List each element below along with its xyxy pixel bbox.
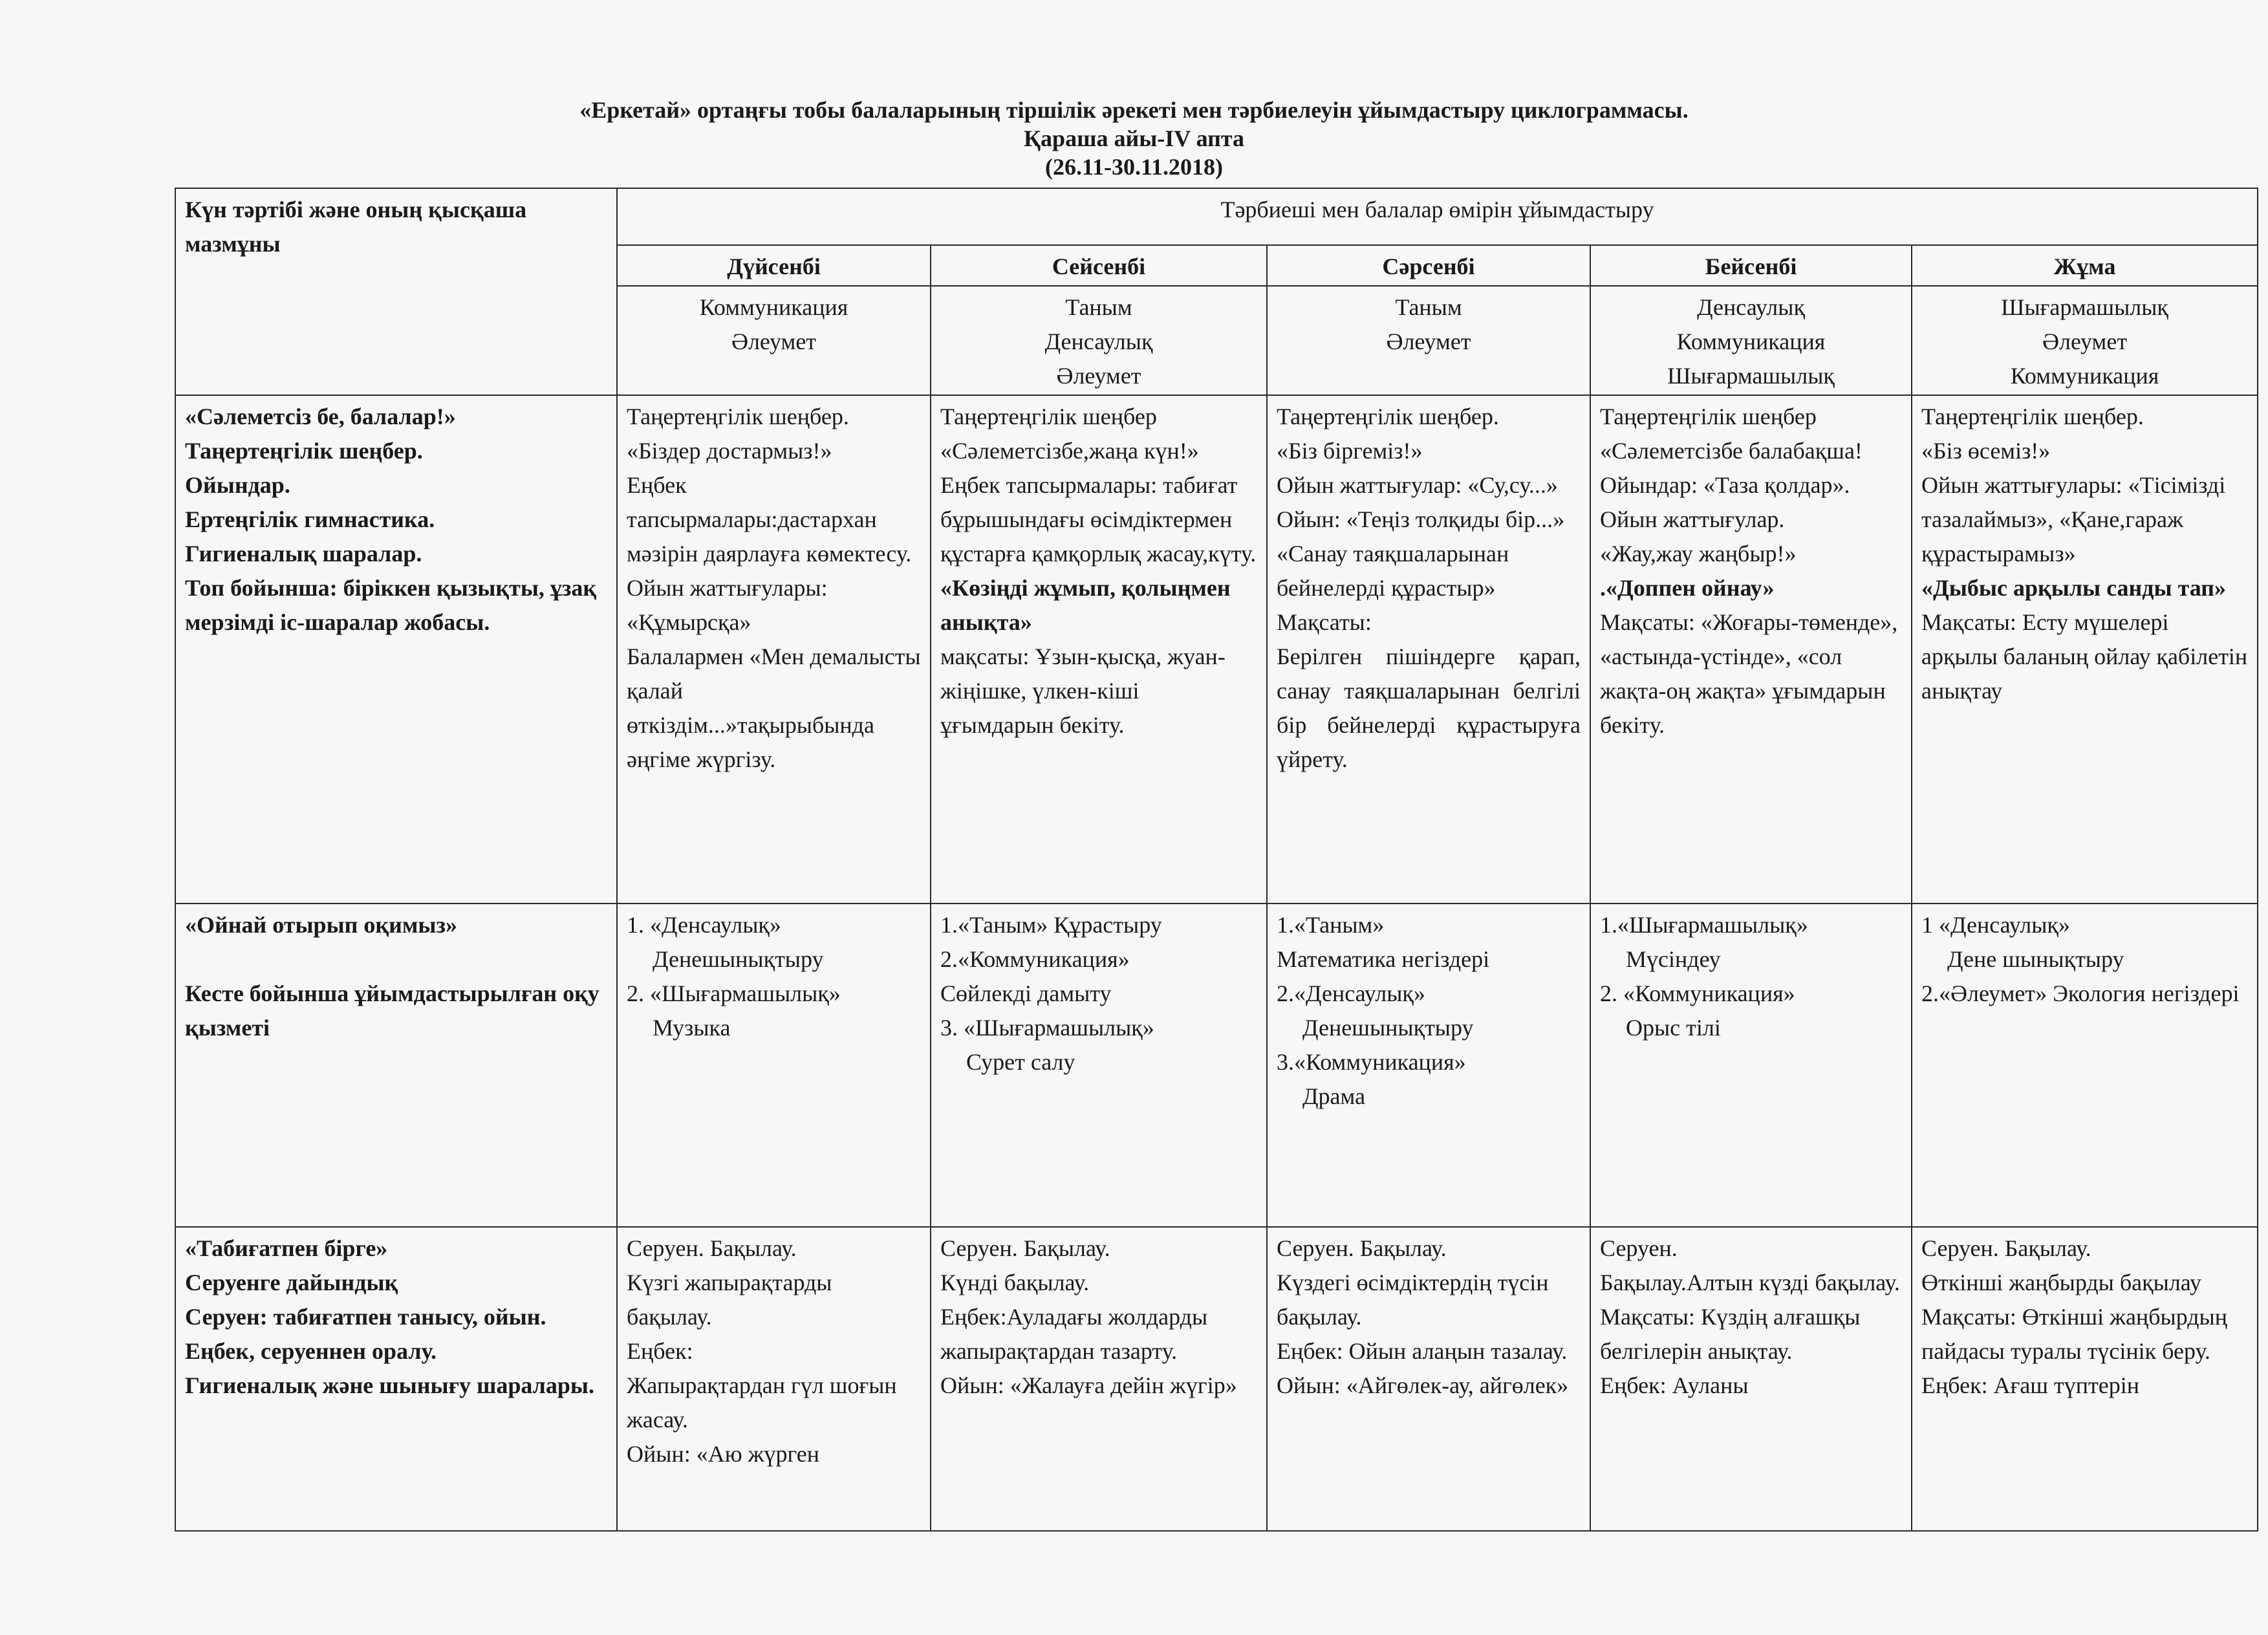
education-area: Әлеумет bbox=[731, 329, 817, 354]
education-areas bbox=[617, 286, 931, 395]
label-line bbox=[185, 942, 607, 977]
activity-line: Денешынықтыру bbox=[1302, 1015, 1474, 1041]
day-header: Сейсенбі bbox=[931, 245, 1267, 286]
activity-cell bbox=[617, 395, 931, 904]
activity-line: Ойын жаттығулары: «Құмырсқа» bbox=[627, 575, 828, 635]
education-areas bbox=[1267, 286, 1590, 395]
activity-line: «Көзіңді жұмып, қолыңмен анықта» bbox=[940, 575, 1231, 635]
activity-line: 1.«Шығармашылық» bbox=[1600, 912, 1808, 938]
activity-cell bbox=[1267, 1227, 1590, 1531]
activity-line: Ойын жаттығулары: «Тісімізді тазалаймыз», «Қане,гараж құрастырамыз» bbox=[1921, 472, 2226, 567]
day-header: Бейсенбі bbox=[1590, 245, 1912, 286]
education-area: Шығармашылық bbox=[2001, 294, 2168, 320]
label-line: Гигиеналық және шынығу шаралары. bbox=[185, 1372, 595, 1398]
activity-line: Еңбек: bbox=[627, 1338, 693, 1364]
activity-line: 1. «Денсаулық» bbox=[627, 912, 781, 938]
title-line-3: (26.11-30.11.2018) bbox=[1045, 154, 1223, 180]
day-header: Жұма bbox=[1912, 245, 2258, 286]
label-line: Кесте бойынша ұйымдастырылған оқу қызметі bbox=[185, 980, 599, 1041]
activity-line: 2. «Коммуникация» bbox=[1600, 980, 1795, 1006]
activity-line: Еңбек:Ауладағы жолдарды жапырақтардан тазарту. bbox=[940, 1304, 1208, 1364]
activity-line: 1.«Таным» bbox=[1277, 912, 1385, 938]
day-header: Сәрсенбі bbox=[1267, 245, 1590, 286]
activity-line: 2.«Әлеумет» Экология негіздері bbox=[1921, 980, 2240, 1006]
label-line: Еңбек, серуеннен оралу. bbox=[185, 1338, 437, 1364]
activity-line: Математика негіздері bbox=[1277, 946, 1490, 972]
activity-line: Ойын жаттығулар: «Су,су...» bbox=[1277, 472, 1558, 498]
activity-line: Денешынықтыру bbox=[653, 946, 824, 972]
activity-line: 1 «Денсаулық» bbox=[1921, 912, 2070, 938]
activity-line: Драма bbox=[1302, 1083, 1366, 1109]
activity-line: Ойын: «Айгөлек-ау, айгөлек» bbox=[1277, 1372, 1569, 1398]
activity-line: Ойын: «Аю жүрген bbox=[627, 1441, 820, 1467]
education-area: Денсаулық bbox=[1697, 294, 1805, 320]
schedule-row-label bbox=[175, 1227, 617, 1531]
label-line: Серуенге дайындық bbox=[185, 1270, 398, 1295]
activity-line: Еңбек: Ағаш түптерін bbox=[1921, 1372, 2140, 1398]
label-line: Ойындар. bbox=[185, 472, 290, 498]
activity-cell bbox=[1912, 395, 2258, 904]
activity-cell bbox=[1590, 1227, 1912, 1531]
schedule-row bbox=[175, 1227, 2258, 1531]
activity-cell bbox=[617, 904, 931, 1227]
schedule-row-label bbox=[175, 395, 617, 904]
label-line: Топ бойынша: біріккен қызықты, ұзақ мерзімді іс-шаралар жобасы. bbox=[185, 575, 597, 635]
activity-line: Таңертеңгілік шеңбер «Сәлеметсізбе,жаңа күн!» bbox=[940, 404, 1199, 464]
activity-line: Таңертеңгілік шеңбер. bbox=[627, 404, 849, 429]
activity-cell bbox=[1912, 1227, 2258, 1531]
activity-line: Серуен. Бақылау. bbox=[940, 1235, 1110, 1261]
activity-line: Мақсаты: Күздің алғашқы белгілерін анықтау. bbox=[1600, 1304, 1861, 1364]
activity-line: 2. «Шығармашылық» bbox=[627, 980, 841, 1006]
activity-line: 1.«Таным» Құрастыру bbox=[940, 912, 1162, 938]
activity-line: «Біздер достармыз!» bbox=[627, 438, 832, 464]
activity-cell bbox=[1590, 395, 1912, 904]
education-area: Коммуникация bbox=[699, 294, 848, 320]
title-line-2: Қараша айы-IV апта bbox=[1023, 125, 1245, 151]
activity-cell bbox=[931, 904, 1267, 1227]
activity-line: Мақсаты: Есту мүшелері арқылы баланың ойлау қабілетін анықтау bbox=[1921, 609, 2248, 704]
activity-line: Ойын: «Теңіз толқиды бір...» bbox=[1277, 506, 1565, 532]
activity-line: Сөйлекді дамыту bbox=[940, 980, 1112, 1006]
activity-line: Таңертеңгілік шеңбер. bbox=[1277, 404, 1499, 429]
activity-line: Күнді бақылау. bbox=[940, 1270, 1090, 1295]
header-row-top bbox=[175, 188, 2258, 245]
activity-line: 2.«Коммуникация» bbox=[940, 946, 1130, 972]
activity-cell bbox=[1267, 395, 1590, 904]
activity-line: 2.«Денсаулық» bbox=[1277, 980, 1425, 1006]
activity-cell bbox=[1590, 904, 1912, 1227]
activity-line: Мүсіндеу bbox=[1626, 946, 1721, 972]
activity-line: Музыка bbox=[653, 1015, 731, 1041]
activity-line: Таңертеңгілік шеңбер «Сәлеметсізбе балабақша! bbox=[1600, 404, 1863, 464]
activity-line: Балалармен «Мен демалысты қалай өткіздім...»тақырыбында әңгіме жүргізу. bbox=[627, 644, 921, 772]
activity-line: Бақылау.Алтын күзді бақылау. bbox=[1600, 1270, 1900, 1295]
activity-line: «Санау таяқшаларынан бейнелерді құрастыр» bbox=[1277, 541, 1509, 601]
corner-header bbox=[175, 188, 617, 395]
education-area: Таным bbox=[1395, 294, 1462, 320]
activity-line: Серуен. Бақылау. bbox=[1921, 1235, 2091, 1261]
label-line: «Ойнай отырып оқимыз» bbox=[185, 912, 457, 938]
activity-line: Өткінші жаңбырды бақылау bbox=[1921, 1270, 2201, 1295]
organization-header: Тәрбиеші мен балалар өмірін ұйымдастыру bbox=[617, 188, 2258, 245]
corner-header-label: Күн тәртібі және оның қысқаша мазмұны bbox=[185, 197, 527, 257]
activity-line: Мақсаты: Өткінші жаңбырдың пайдасы туралы түсінік беру. bbox=[1921, 1304, 2227, 1364]
education-areas bbox=[1912, 286, 2258, 395]
education-area: Әлеумет bbox=[1056, 363, 1141, 389]
label-line: Серуен: табиғатпен танысу, ойын. bbox=[185, 1304, 546, 1330]
activity-line: Серуен. Бақылау. bbox=[627, 1235, 797, 1261]
activity-line: Ойындар: «Таза қолдар». Ойын жаттығулар. bbox=[1600, 472, 1850, 532]
activity-line: Серуен. Бақылау. bbox=[1277, 1235, 1447, 1261]
activity-cell bbox=[1267, 904, 1590, 1227]
activity-line: Мақсаты: bbox=[1277, 609, 1372, 635]
activity-cell bbox=[617, 1227, 931, 1531]
education-area: Таным bbox=[1065, 294, 1132, 320]
title-line-1: «Еркетай» ортаңғы тобы балаларының тіршілік әрекеті мен тәрбиелеуін ұйымдастыру циклограммасы. bbox=[579, 97, 1689, 123]
cyclogram-table bbox=[175, 188, 2258, 1532]
schedule-row bbox=[175, 904, 2258, 1227]
activity-line: Еңбек: Ойын алаңын тазалау. bbox=[1277, 1338, 1568, 1364]
activity-line: Мақсаты: «Жоғары-төменде», «астында-үстінде», «сол жақта-оң жақта» ұғымдарын бекіту. bbox=[1600, 609, 1898, 738]
activity-line: Еңбек: Ауланы bbox=[1600, 1372, 1749, 1398]
activity-line: 3. «Шығармашылық» bbox=[940, 1015, 1154, 1041]
education-area: Әлеумет bbox=[2042, 329, 2128, 354]
education-area: Шығармашылық bbox=[1667, 363, 1835, 389]
activity-cell bbox=[931, 395, 1267, 904]
education-area: Коммуникация bbox=[1676, 329, 1826, 354]
label-line: Таңертеңгілік шеңбер. bbox=[185, 438, 423, 464]
label-line: Ертеңгілік гимнастика. bbox=[185, 506, 435, 532]
day-header: Дүйсенбі bbox=[617, 245, 931, 286]
education-area: Әлеумет bbox=[1386, 329, 1471, 354]
activity-line: Ойын: «Жалауға дейін жүгір» bbox=[940, 1372, 1237, 1398]
schedule-row-label bbox=[175, 904, 617, 1227]
activity-line: 3.«Коммуникация» bbox=[1277, 1049, 1466, 1075]
activity-line: «Дыбыс арқылы санды тап» bbox=[1921, 575, 2227, 601]
activity-line: Орыс тілі bbox=[1626, 1015, 1721, 1041]
education-area: Коммуникация bbox=[2010, 363, 2159, 389]
activity-line: «Біз өсеміз!» bbox=[1921, 438, 2051, 464]
activity-line: Серуен. bbox=[1600, 1235, 1678, 1261]
activity-cell bbox=[931, 1227, 1267, 1531]
activity-line: Жапырақтардан гүл шоғын жасау. bbox=[627, 1372, 897, 1433]
activity-line: «Жау,жау жаңбыр!» bbox=[1600, 541, 1797, 567]
label-line: Гигиеналық шаралар. bbox=[185, 541, 422, 567]
activity-line: .«Доппен ойнау» bbox=[1600, 575, 1775, 601]
activity-line: Таңертеңгілік шеңбер. bbox=[1921, 404, 2144, 429]
activity-line: Еңбек тапсырмалары: табиғат бұрышындағы өсімдіктермен құстарға қамқорлық жасау,күту. bbox=[940, 472, 1257, 567]
activity-line: Берілген пішіндерге қарап, санау таяқшаларынан белгілі бір бейнелерді құрастыруға үйрету. bbox=[1277, 644, 1581, 772]
activity-line: Еңбек тапсырмалары:дастархан мәзірін даярлауға көмектесу. bbox=[627, 472, 912, 567]
education-areas bbox=[931, 286, 1267, 395]
activity-cell bbox=[1912, 904, 2258, 1227]
activity-line: Сурет салу bbox=[966, 1049, 1075, 1075]
activity-line: «Біз біргеміз!» bbox=[1277, 438, 1423, 464]
activity-line: Дене шынықтыру bbox=[1947, 946, 2124, 972]
label-line: «Сәлеметсіз бе, балалар!» bbox=[185, 404, 456, 429]
activity-line: Күзгі жапырақтарды бақылау. bbox=[627, 1270, 832, 1330]
education-area: Денсаулық bbox=[1044, 329, 1153, 354]
schedule-row bbox=[175, 395, 2258, 904]
activity-line: Күздегі өсімдіктердің түсін бақылау. bbox=[1277, 1270, 1549, 1330]
label-line: «Табиғатпен бірге» bbox=[185, 1235, 388, 1261]
activity-line: мақсаты: Ұзын-қысқа, жуан-жіңішке, үлкен-кіші ұғымдарын бекіту. bbox=[940, 644, 1226, 738]
education-areas bbox=[1590, 286, 1912, 395]
page-title bbox=[0, 96, 2268, 181]
